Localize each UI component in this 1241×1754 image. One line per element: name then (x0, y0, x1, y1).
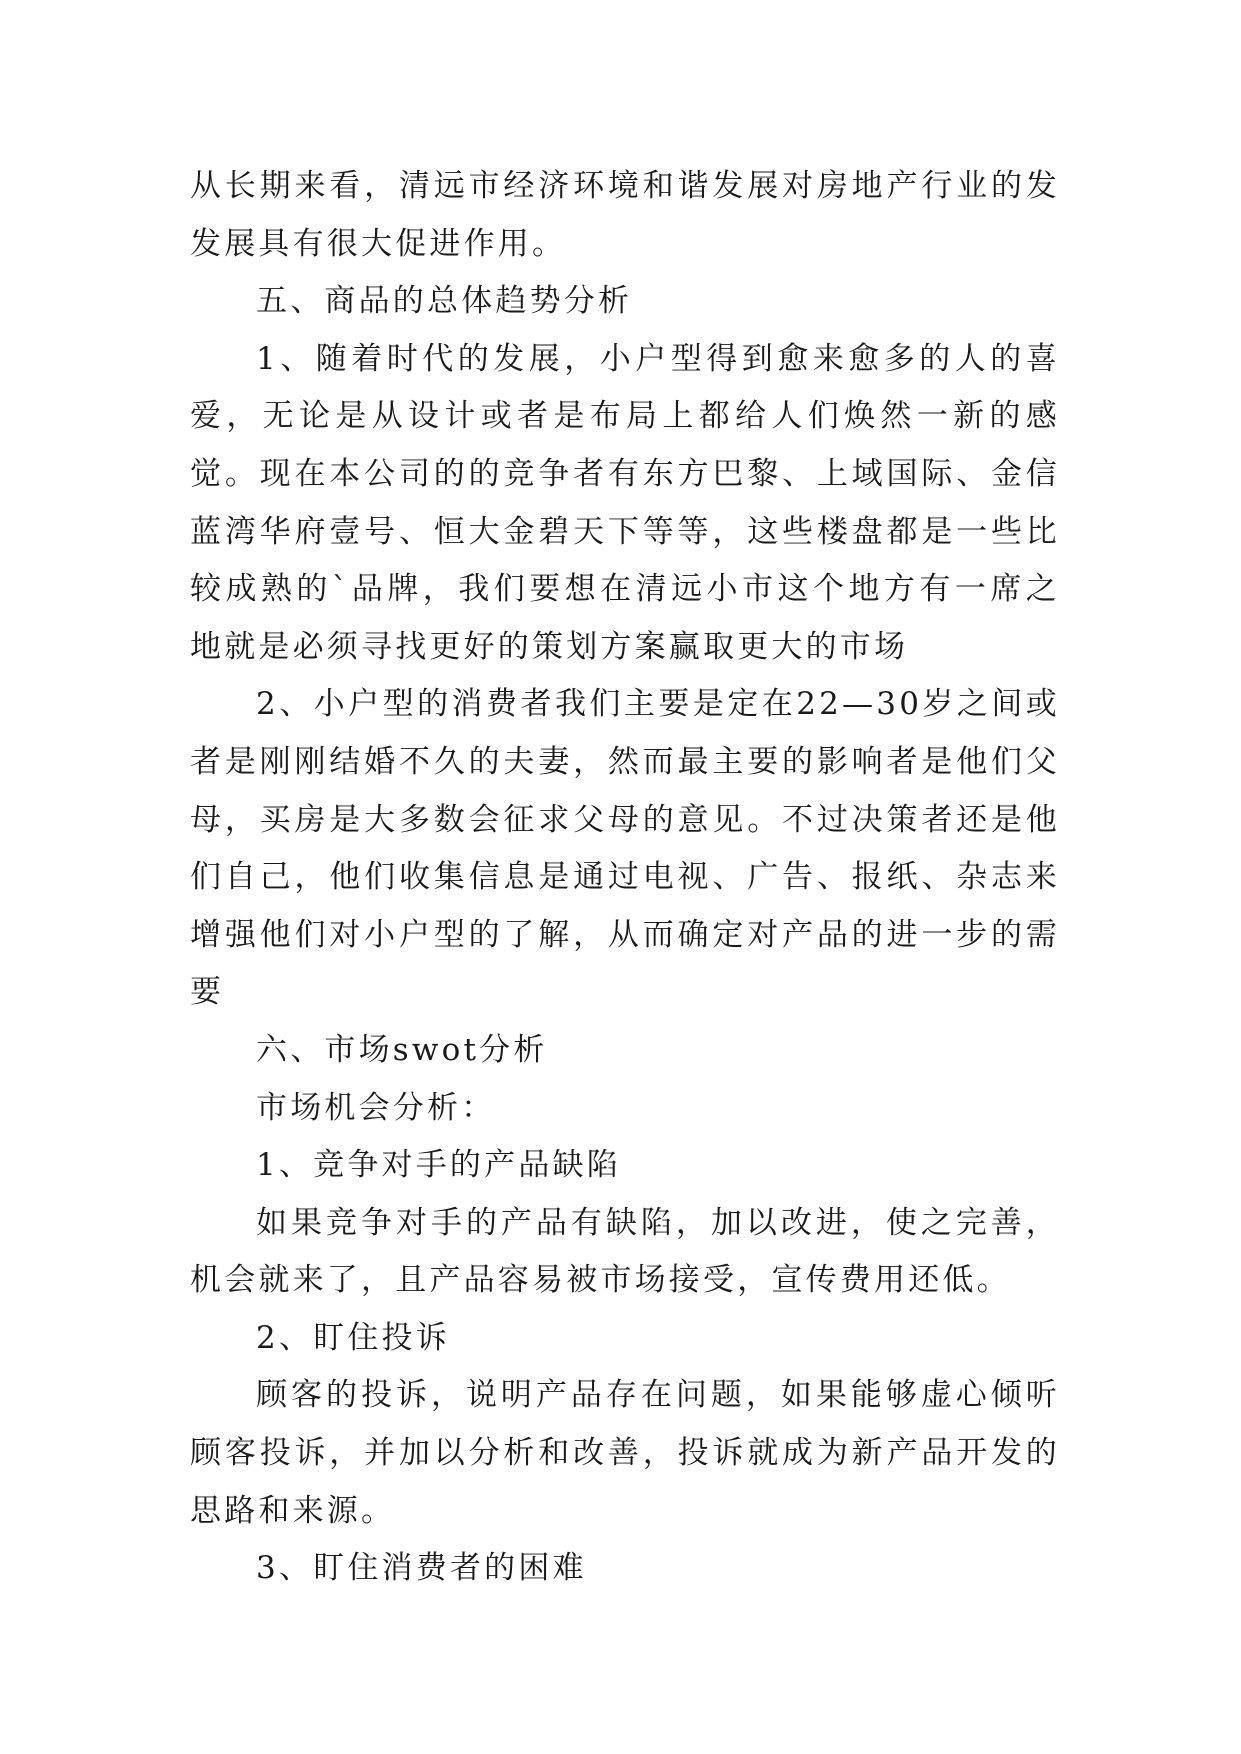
paragraph-competitor-defects: 如果竞争对手的产品有缺陷，加以改进，使之完善，机会就来了，且产品容易被市场接受，宣传费用还低。 (190, 1204, 1060, 1299)
paragraph-target-consumers: 2、小户型的消费者我们主要是定在22—30岁之间或者是刚刚结婚不久的夫妻，然而最主要的影响者是他们父母，买房是大多数会征求父母的意见。不过决策者还是他们自己，他们收集信息是通过电视、广告、报纸、杂志来增强他们对小户型的了解，从而确定对产品的进一步的需要 (190, 686, 1060, 1011)
heading-product-trend-analysis: 五、商品的总体趋势分析 (256, 283, 633, 320)
document-body (190, 158, 1060, 1598)
item-competitor-defects: 1、竞争对手的产品缺陷 (256, 1147, 621, 1184)
heading-swot-analysis: 六、市场swot分析 (256, 1031, 548, 1068)
paragraph-customer-complaints: 顾客的投诉，说明产品存在问题，如果能够虚心倾听顾客投诉，并加以分析和改善，投诉就成为新产品开发的思路和来源。 (190, 1377, 1060, 1529)
paragraph-small-unit-popularity: 1、随着时代的发展，小户型得到愈来愈多的人的喜爱，无论是从设计或者是布局上都给人们焕然一新的感觉。现在本公司的的竞争者有东方巴黎、上域国际、金信蓝湾华府壹号、恒大金碧天下等等，这些楼盘都是一些比较成熟的`品牌，我们要想在清远小市这个地方有一席之地就是必须寻找更好的策划方案赢取更大的市场 (190, 340, 1060, 665)
paragraph-economic-outlook: 从长期来看，清远市经济环境和谐发展对房地产行业的发发展具有很大促进作用。 (190, 168, 1060, 262)
item-consumer-difficulties: 3、盯住消费者的困难 (256, 1550, 587, 1587)
subheading-market-opportunity: 市场机会分析： (256, 1089, 496, 1126)
item-watch-complaints: 2、盯住投诉 (256, 1319, 450, 1356)
